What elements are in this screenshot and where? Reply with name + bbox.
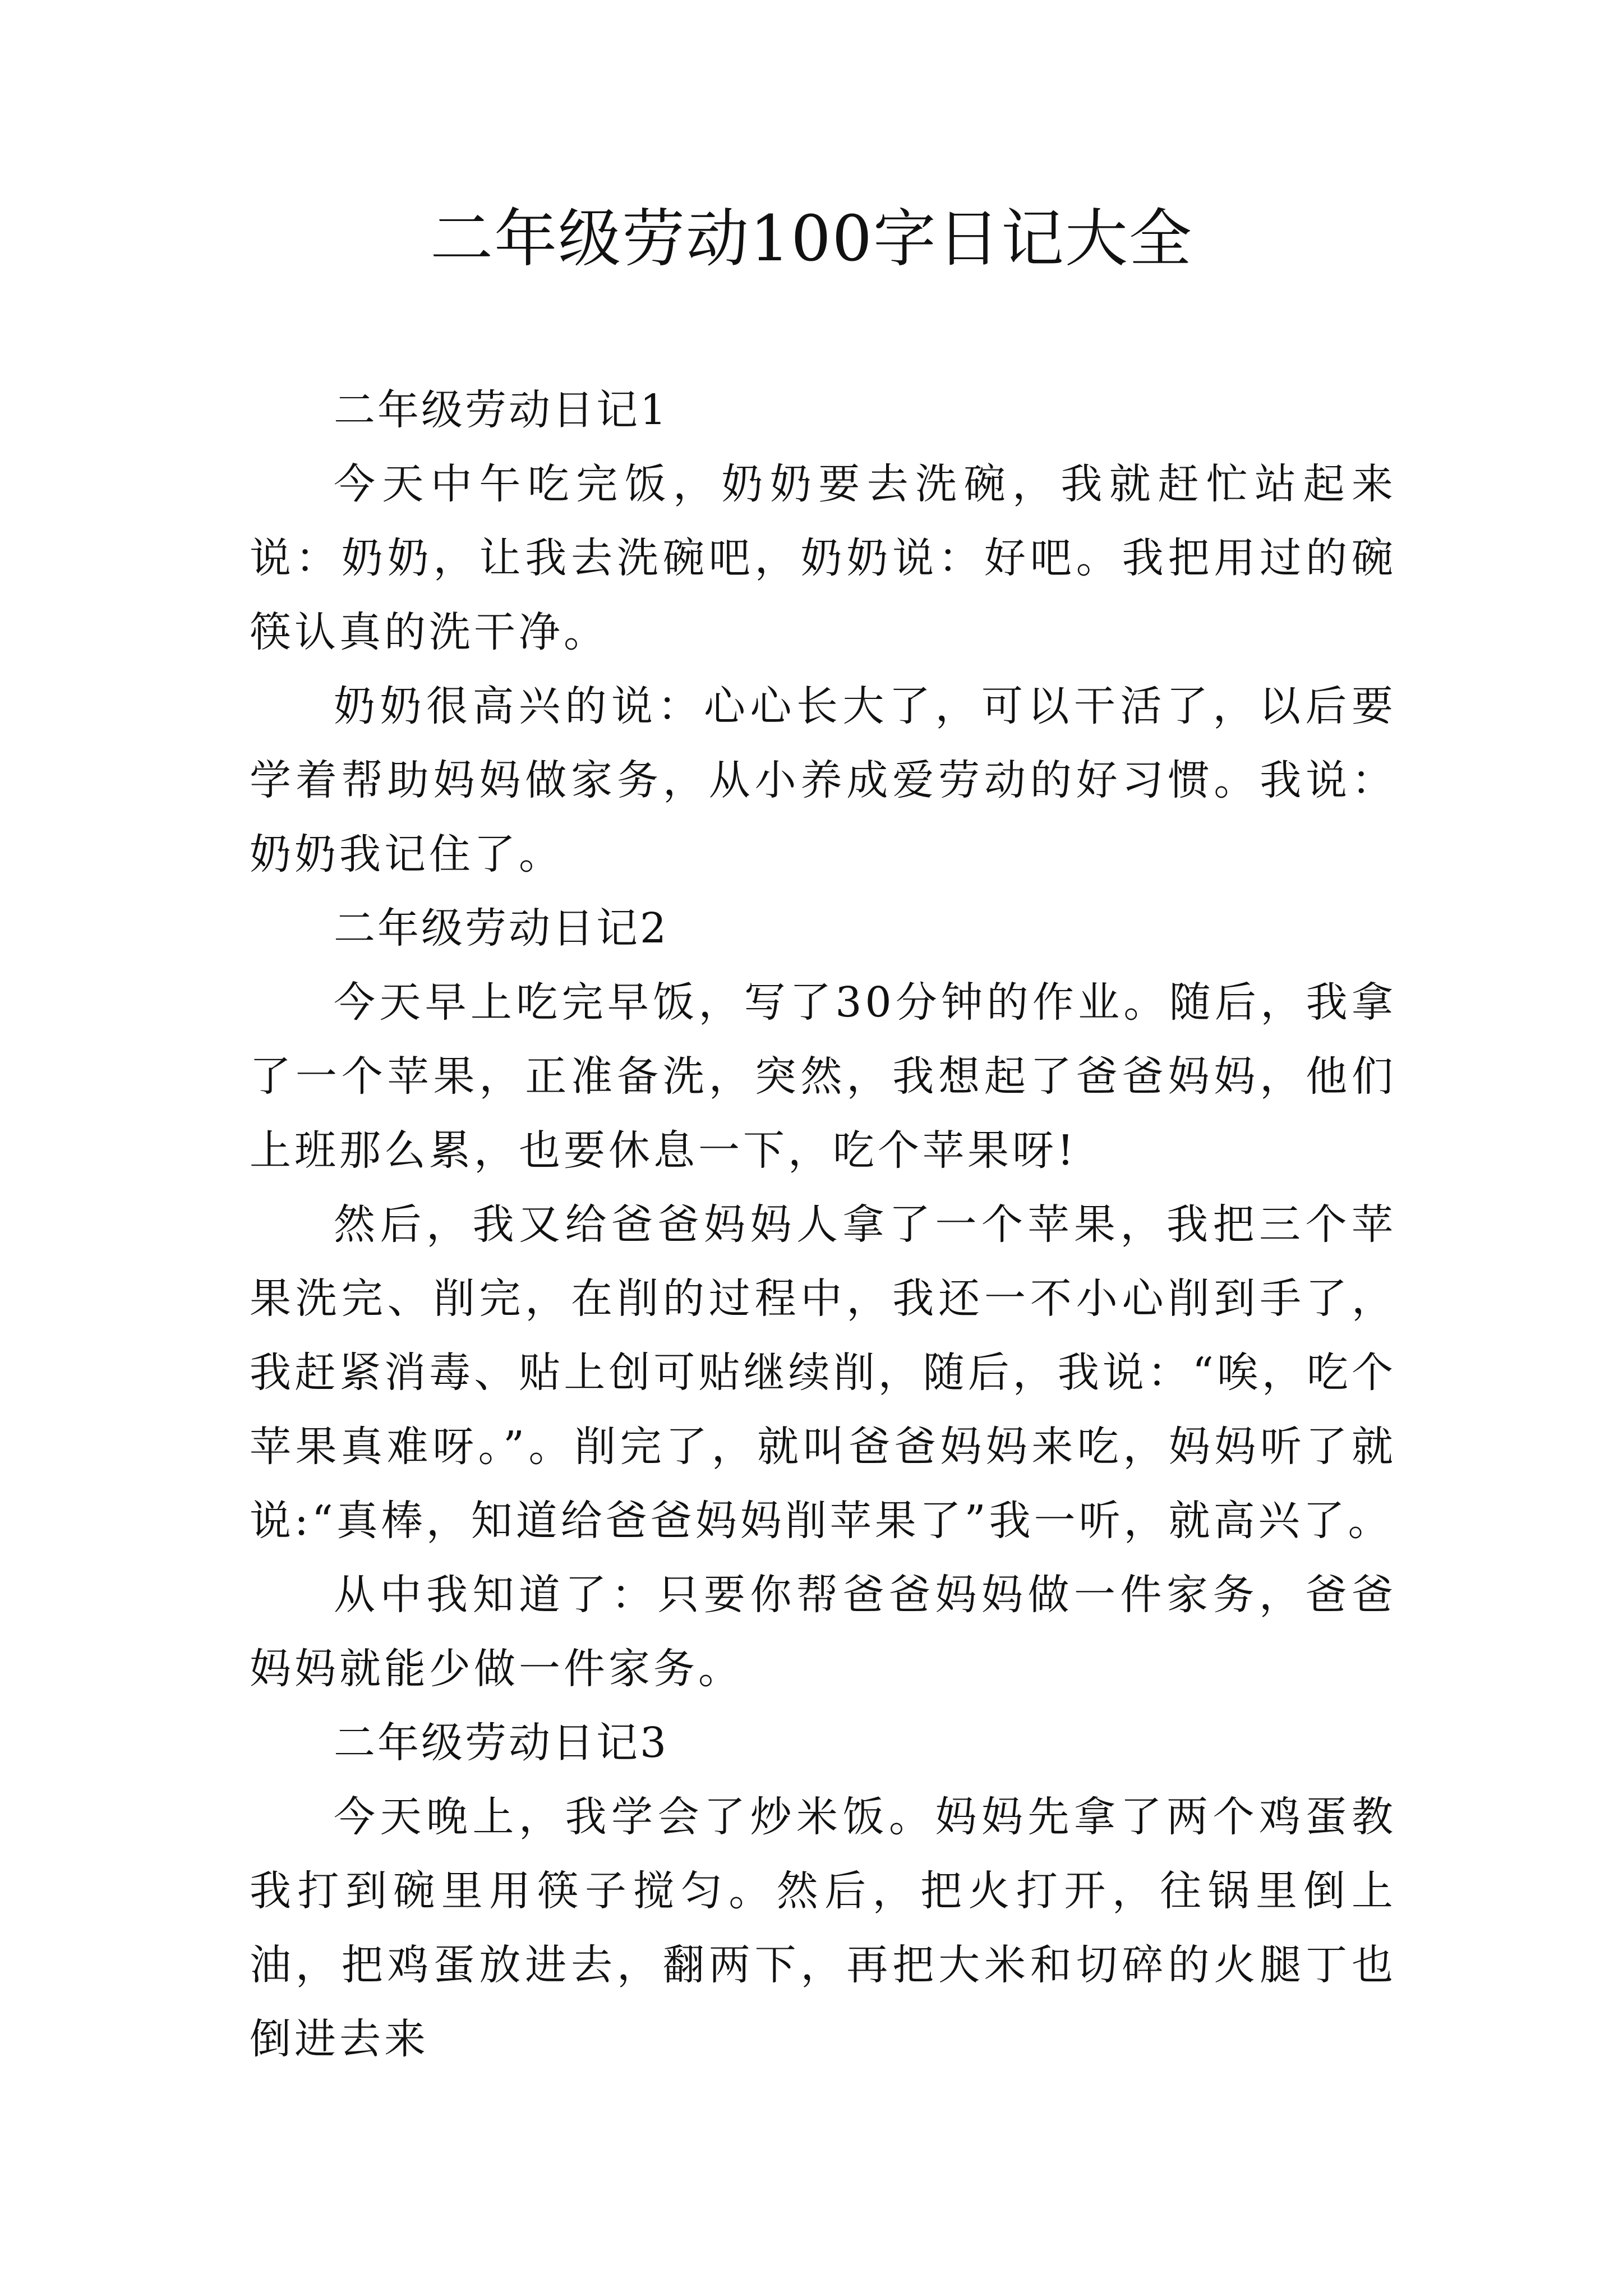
paragraph: 从中我知道了：只要你帮爸爸妈妈做一件家务，爸爸妈妈就能少做一件家务。 — [250, 1571, 1396, 1693]
section-heading: 二年级劳动日记1 — [334, 386, 669, 434]
section-heading: 二年级劳动日记3 — [334, 1719, 669, 1767]
document-title: 二年级劳动100字日记大全 — [430, 203, 1193, 275]
paragraph: 奶奶很高兴的说：心心长大了，可以干活了，以后要学着帮助妈妈做家务，从小养成爱劳动的好习惯。我说：奶奶我记住了。 — [250, 682, 1396, 878]
document-body — [250, 373, 1396, 2076]
paragraph: 今天中午吃完饭，奶奶要去洗碗，我就赶忙站起来说：奶奶，让我去洗碗吧，奶奶说：好吧。我把用过的碗筷认真的洗干净。 — [250, 460, 1396, 656]
section-heading: 二年级劳动日记2 — [334, 904, 669, 953]
paragraph: 然后，我又给爸爸妈妈人拿了一个苹果，我把三个苹果洗完、削完，在削的过程中，我还一不小心削到手了，我赶紧消毒、贴上创可贴继续削，随后，我说：“唉，吃个苹果真难呀。”。削完了，就叫爸爸妈妈来吃，妈妈听了就说:“真棒，知道给爸爸妈妈削苹果了”我一听，就高兴了。 — [250, 1200, 1396, 1545]
paragraph: 今天早上吃完早饭，写了30分钟的作业。随后，我拿了一个苹果，正准备洗，突然，我想起了爸爸妈妈，他们上班那么累，也要休息一下，吃个苹果呀! — [250, 978, 1396, 1175]
paragraph: 今天晚上，我学会了炒米饭。妈妈先拿了两个鸡蛋教我打到碗里用筷子搅匀。然后，把火打开，往锅里倒上油，把鸡蛋放进去，翻两下，再把大米和切碎的火腿丁也倒进去来 — [250, 1793, 1396, 2063]
